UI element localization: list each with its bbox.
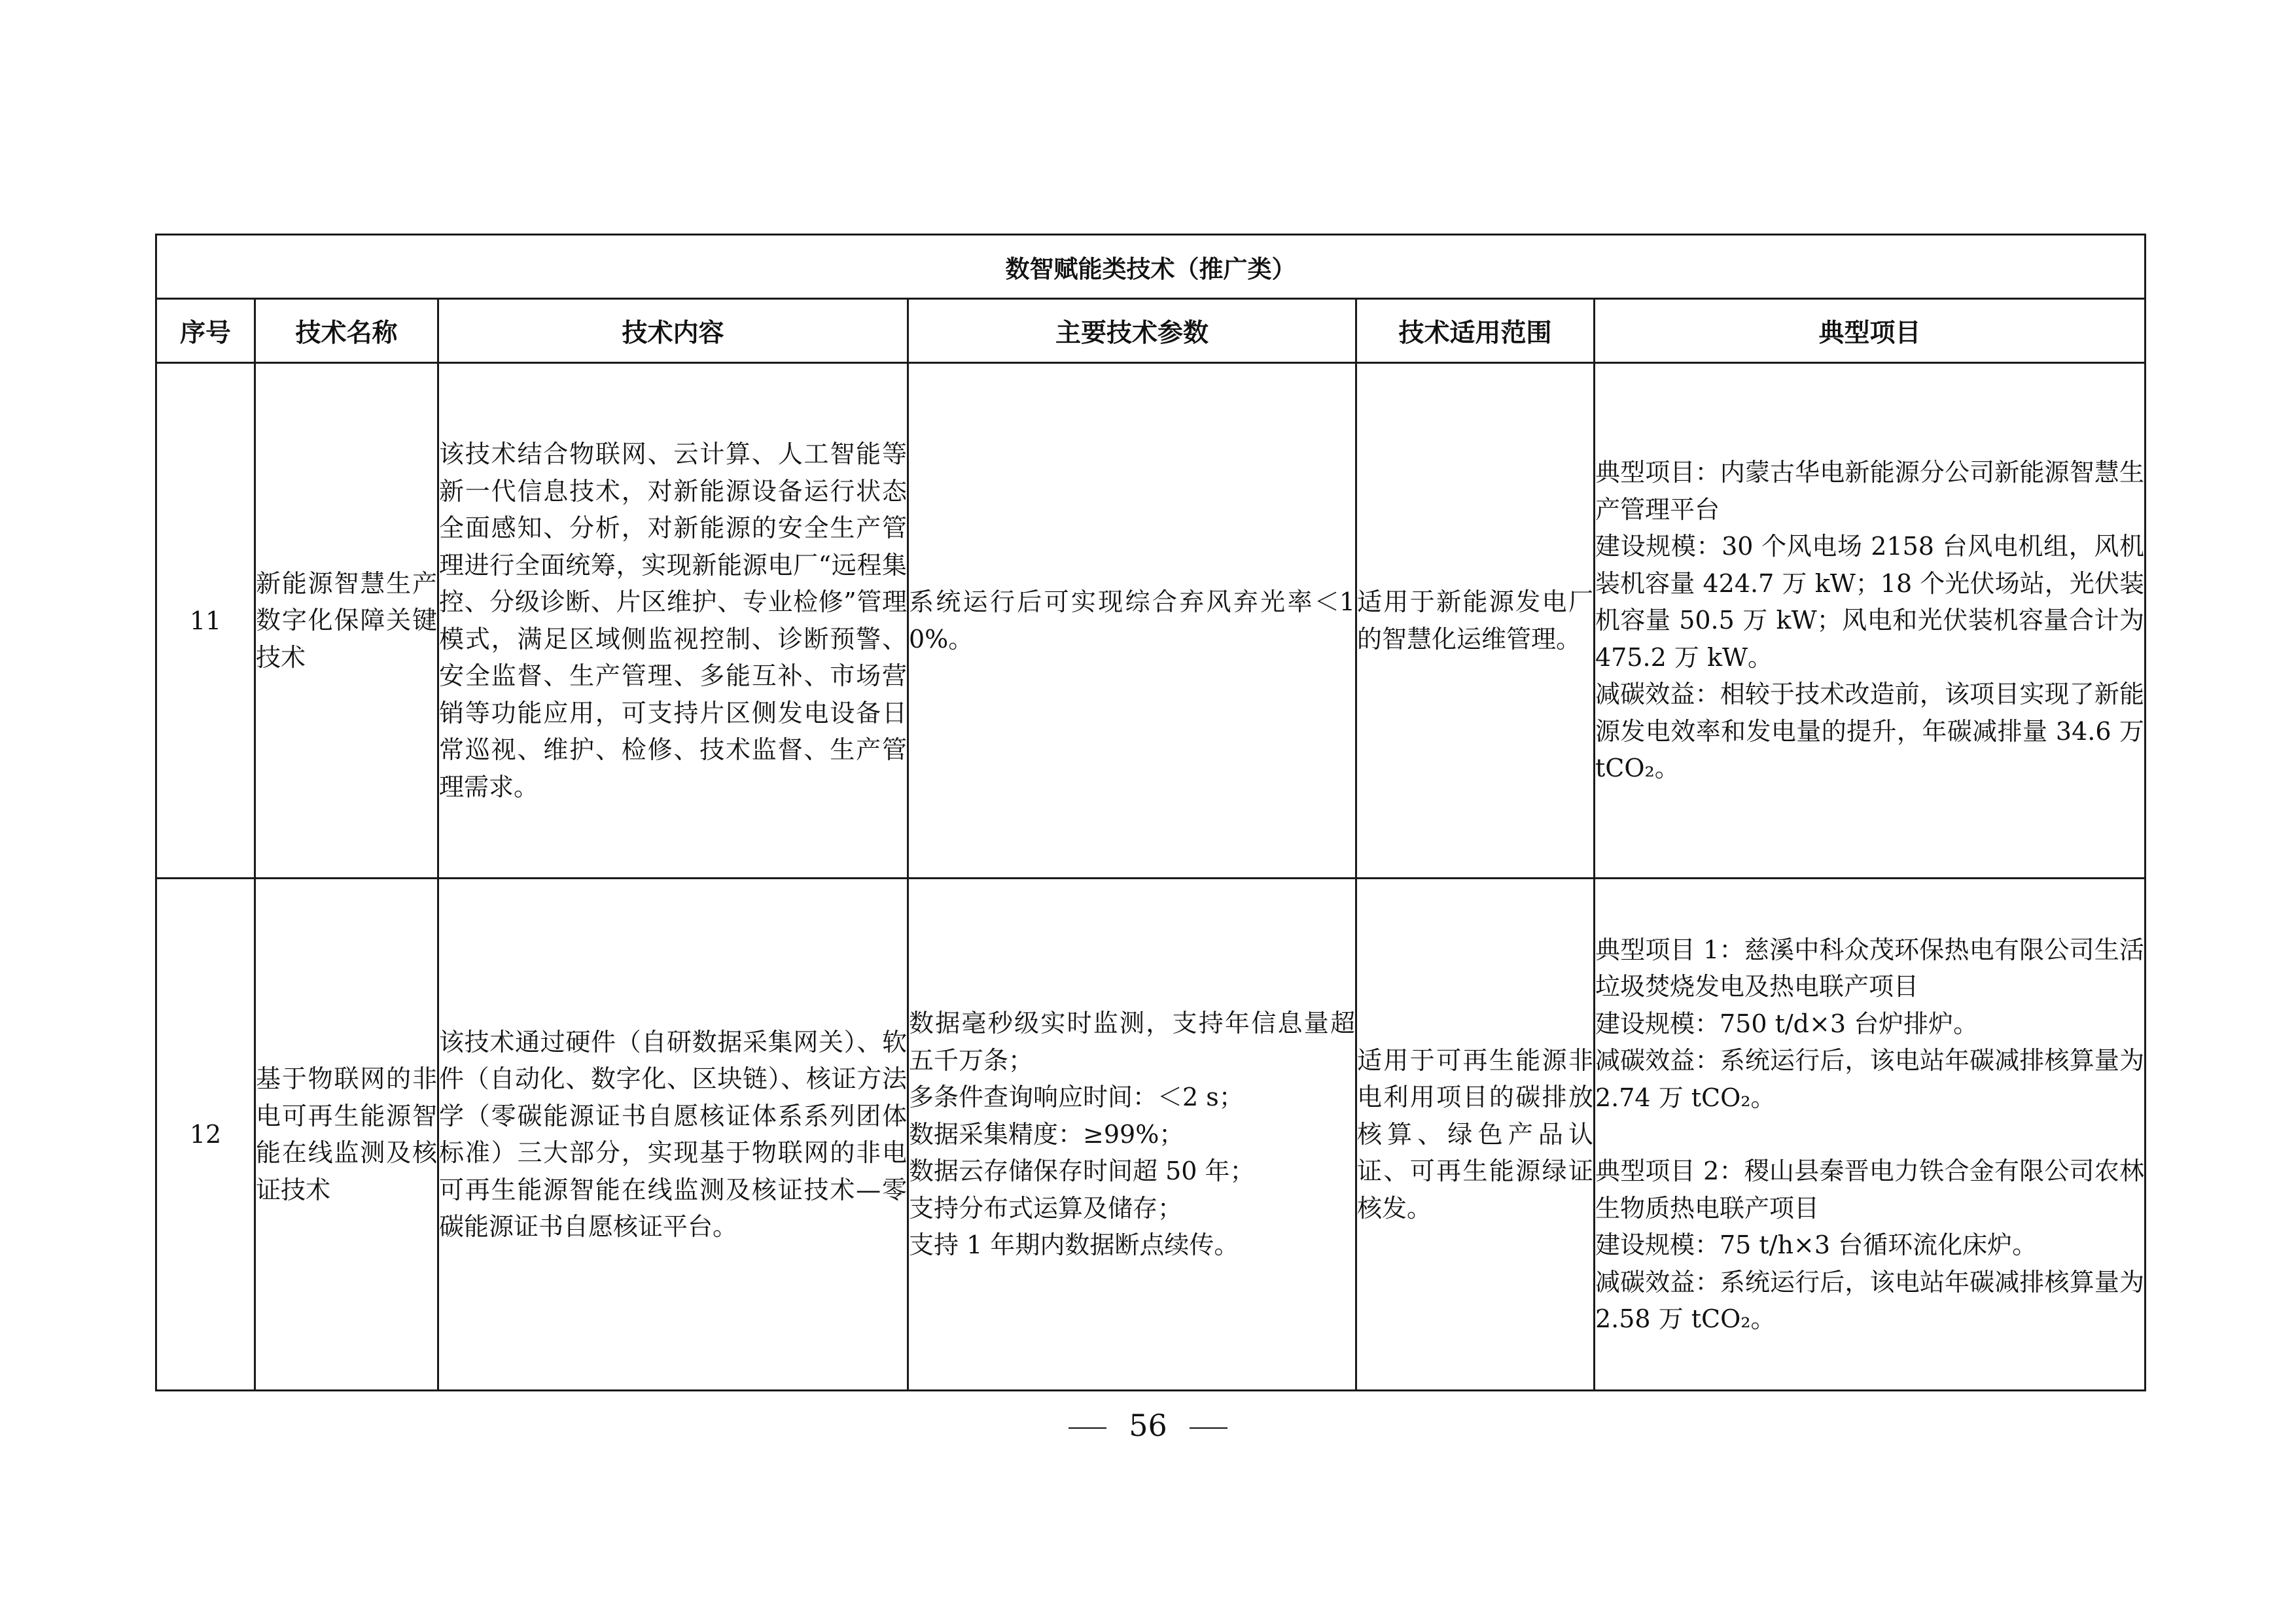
parameter-line: 数据云存储保存时间超 50 年；	[909, 1157, 1255, 1186]
page-number: 56	[1129, 1408, 1167, 1443]
project-title: 典型项目 1：慈溪中科众茂环保热电有限公司生活垃圾焚烧发电及热电联产项目	[1595, 935, 2144, 1001]
header-content: 技术内容	[438, 299, 908, 363]
typical-projects	[1595, 879, 2146, 1391]
project-benefit: 减碳效益：相较于技术改造前，该项目实现了新能源发电效率和发电量的提升，年碳减排量 34.6 万 tCO₂。	[1595, 680, 2144, 783]
technology-content: 该技术通过硬件（自研数据采集网关）、软件（自动化、数字化、区块链）、核证方法学（零碳能源证书自愿核证体系系列团体标准）三大部分，实现基于物联网的非电可再生能源智能在线监测及核证技术—零碳能源证书自愿核证平台。	[438, 879, 908, 1391]
technology-content: 该技术结合物联网、云计算、人工智能等新一代信息技术，对新能源设备运行状态全面感知、分析，对新能源的安全生产管理进行全面统筹，实现新能源电厂“远程集控、分级诊断、片区维护、专业检修”管理模式，满足区域侧监视控制、诊断预警、安全监督、生产管理、多能互补、市场营销等功能应用，可支持片区侧发电设备日常巡视、维护、检修、技术监督、生产管理需求。	[438, 363, 908, 879]
header-row	[156, 299, 2146, 363]
footer-dash-left	[1069, 1427, 1106, 1429]
project-scale: 建设规模：75 t/h×3 台循环流化床炉。	[1595, 1230, 2038, 1259]
project-spacer	[1595, 1116, 2144, 1153]
technology-name: 基于物联网的非电可再生能源智能在线监测及核证技术	[255, 879, 438, 1391]
project-scale: 建设规模：30 个风电场 2158 台风电机组，风机装机容量 424.7 万 kW；18 个光伏场站，光伏装机容量 50.5 万 kW；风电和光伏装机容量合计为 475.2 万 kW。	[1595, 532, 2144, 672]
footer-dash-right	[1190, 1427, 1227, 1429]
parameter-line: 系统运行后可实现综合弃风弃光率＜10%。	[909, 587, 1355, 654]
parameter-line: 多条件查询响应时间：＜2 s；	[909, 1083, 1244, 1112]
project-benefit: 减碳效益：系统运行后，该电站年碳减排核算量为 2.58 万 tCO₂。	[1595, 1267, 2144, 1333]
technology-parameters	[908, 363, 1356, 879]
parameter-line: 数据毫秒级实时监测，支持年信息量超五千万条；	[909, 1009, 1355, 1075]
project-benefit: 减碳效益：系统运行后，该电站年碳减排核算量为 2.74 万 tCO₂。	[1595, 1046, 2144, 1112]
technology-scope: 适用于可再生能源非电利用项目的碳排放核算、绿色产品认证、可再生能源绿证核发。	[1356, 879, 1595, 1391]
technology-scope: 适用于新能源发电厂的智慧化运维管理。	[1356, 363, 1595, 879]
row-number: 12	[156, 879, 255, 1391]
technology-name: 新能源智慧生产数字化保障关键技术	[255, 363, 438, 879]
header-scope: 技术适用范围	[1356, 299, 1595, 363]
table-row	[156, 363, 2146, 879]
header-parameters: 主要技术参数	[908, 299, 1356, 363]
row-number: 11	[156, 363, 255, 879]
table-row	[156, 879, 2146, 1391]
parameter-line: 支持 1 年期内数据断点续传。	[909, 1230, 1239, 1260]
table-title: 数智赋能类技术（推广类）	[156, 235, 2146, 299]
header-number: 序号	[156, 299, 255, 363]
technology-parameters	[908, 879, 1356, 1391]
header-projects: 典型项目	[1595, 299, 2146, 363]
parameter-line: 支持分布式运算及储存；	[909, 1193, 1183, 1223]
project-title: 典型项目 2：稷山县秦晋电力铁合金有限公司农林生物质热电联产项目	[1595, 1157, 2144, 1223]
page-footer	[0, 1408, 2296, 1443]
project-title: 典型项目：内蒙古华电新能源分公司新能源智慧生产管理平台	[1595, 458, 2144, 524]
technology-table	[155, 234, 2146, 1391]
parameter-line: 数据采集精度：≥99%；	[909, 1119, 1184, 1149]
typical-projects	[1595, 363, 2146, 879]
header-name: 技术名称	[255, 299, 438, 363]
project-scale: 建设规模：750 t/d×3 台炉排炉。	[1595, 1009, 1979, 1038]
